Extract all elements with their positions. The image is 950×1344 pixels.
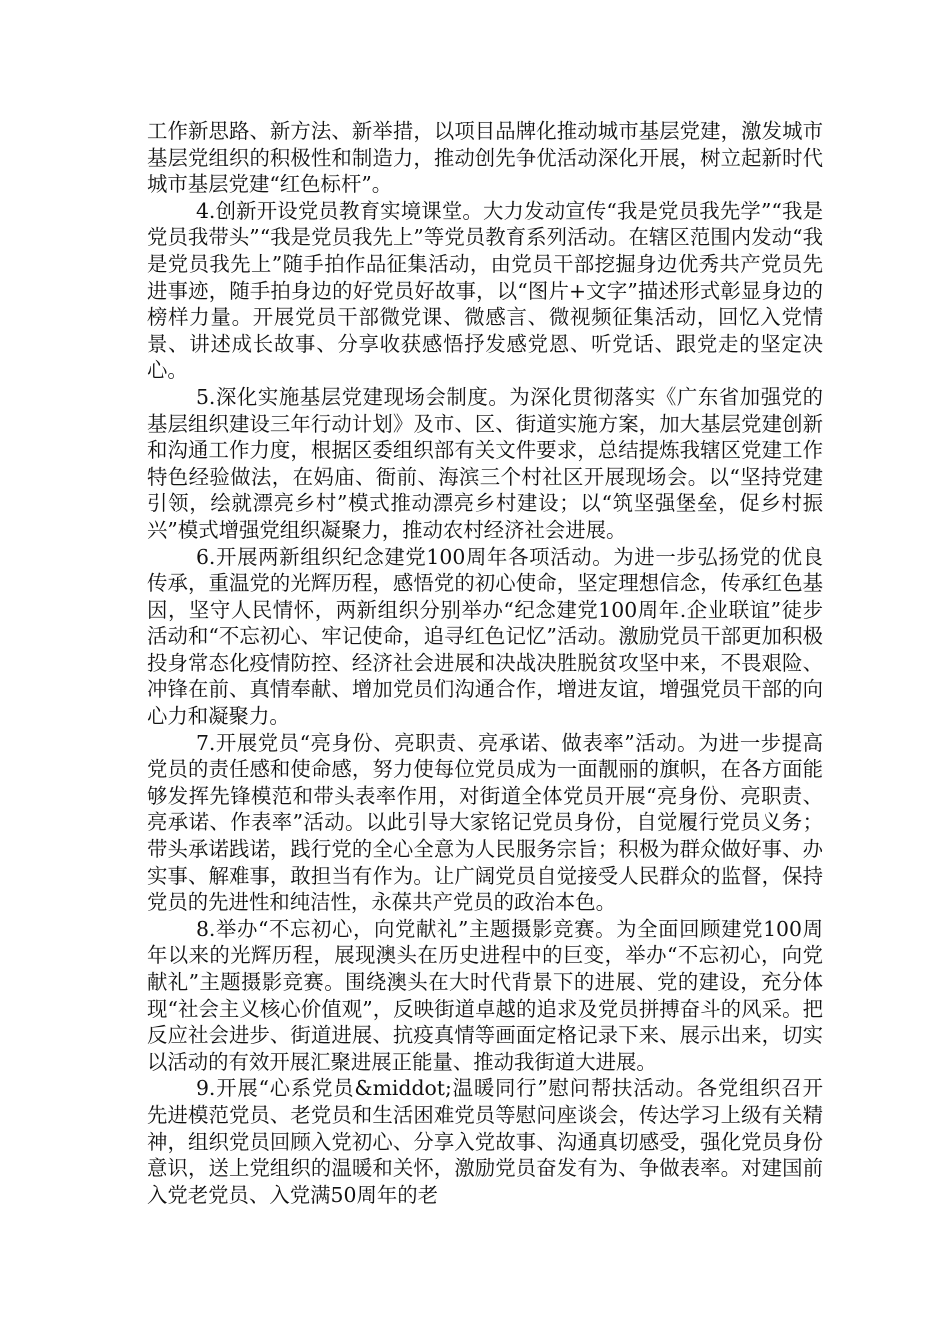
paragraph-continuation: 工作新思路、新方法、新举措，以项目品牌化推动城市基层党建，激发城市基层党组织的积极性和制造力，推动创先争优活动深化开展，树立起新时代城市基层党建“红色标杆”。 [147,119,823,197]
paragraph-item-8: 8.举办“不忘初心，向党献礼”主题摄影竞赛。为全面回顾建党100周年以来的光辉历程，展现澳头在历史进程中的巨变，举办“不忘初心，向党献礼”主题摄影竞赛。围绕澳头在大时代背景下的进展、党的建设，充分体现“社会主义核心价值观”，反映街道卓越的追求及党员拼搏奋斗的风采。把反应社会进步、街道进展、抗疫真情等画面定格记录下来、展示出来，切实以活动的有效开展汇聚进展正能量、推动我街道大进展。 [147,916,823,1074]
paragraph-item-7: 7.开展党员“亮身份、亮职责、亮承诺、做表率”活动。为进一步提高党员的责任感和使命感，努力使每位党员成为一面靓丽的旗帜，在各方面能够发挥先锋模范和带头表率作用，对街道全体党员开展“亮身份、亮职责、亮承诺、作表率”活动。以此引导大家铭记党员身份，自觉履行党员义务；带头承诺践诺，践行党的全心全意为人民服务宗旨；积极为群众做好事、办实事、解难事，敢担当有作为。让广阔党员自觉接受人民群众的监督，保持党员的先进性和纯洁性，永葆共产党员的政治本色。 [147,730,823,915]
paragraph-item-6: 6.开展两新组织纪念建党100周年各项活动。为进一步弘扬党的优良传承，重温党的光辉历程，感悟党的初心使命，坚定理想信念，传承红色基因，坚守人民情怀，两新组织分别举办“纪念建党100周年.企业联谊”徒步活动和“不忘初心、牢记使命，追寻红色记忆”活动。激励党员干部更加积极投身常态化疫情防控、经济社会进展和决战决胜脱贫攻坚中来，不畏艰险、冲锋在前、真情奉献、增加党员们沟通合作，增进友谊，增强党员干部的向心力和凝聚力。 [147,544,823,729]
paragraph-item-4: 4.创新开设党员教育实境课堂。大力发动宣传“我是党员我先学”“我是党员我带头”“我是党员我先上”等党员教育系列活动。在辖区范围内发动“我是党员我先上”随手拍作品征集活动，由党员干部挖掘身边优秀共产党员先进事迹，随手拍身边的好党员好故事，以“图片+文字”描述形式彰显身边的榜样力量。开展党员干部微党课、微感言、微视频征集活动，回忆入党情景、讲述成长故事、分享收获感悟抒发感党恩、听党话、跟党走的坚定决心。 [147,198,823,383]
paragraph-item-9: 9.开展“心系党员&middot;温暖同行”慰问帮扶活动。各党组织召开先进模范党员、老党员和生活困难党员等慰问座谈会，传达学习上级有关精神，组织党员回顾入党初心、分享入党故事、沟通真切感受，强化党员身份意识，送上党组织的温暖和关怀，激励党员奋发有为、争做表率。对建国前入党老党员、入党满50周年的老 [147,1076,823,1207]
document-body [147,118,823,1208]
paragraph-item-5: 5.深化实施基层党建现场会制度。为深化贯彻落实《广东省加强党的基层组织建设三年行动计划》及市、区、街道实施方案，加大基层党建创新和沟通工作力度，根据区委组织部有关文件要求，总结提炼我辖区党建工作特色经验做法，在妈庙、衙前、海滨三个村社区开展现场会。以“坚持党建引领，绘就漂亮乡村”模式推动漂亮乡村建设；以“筑坚强堡垒，促乡村振兴”模式增强党组织凝聚力，推动农村经济社会进展。 [147,384,823,542]
